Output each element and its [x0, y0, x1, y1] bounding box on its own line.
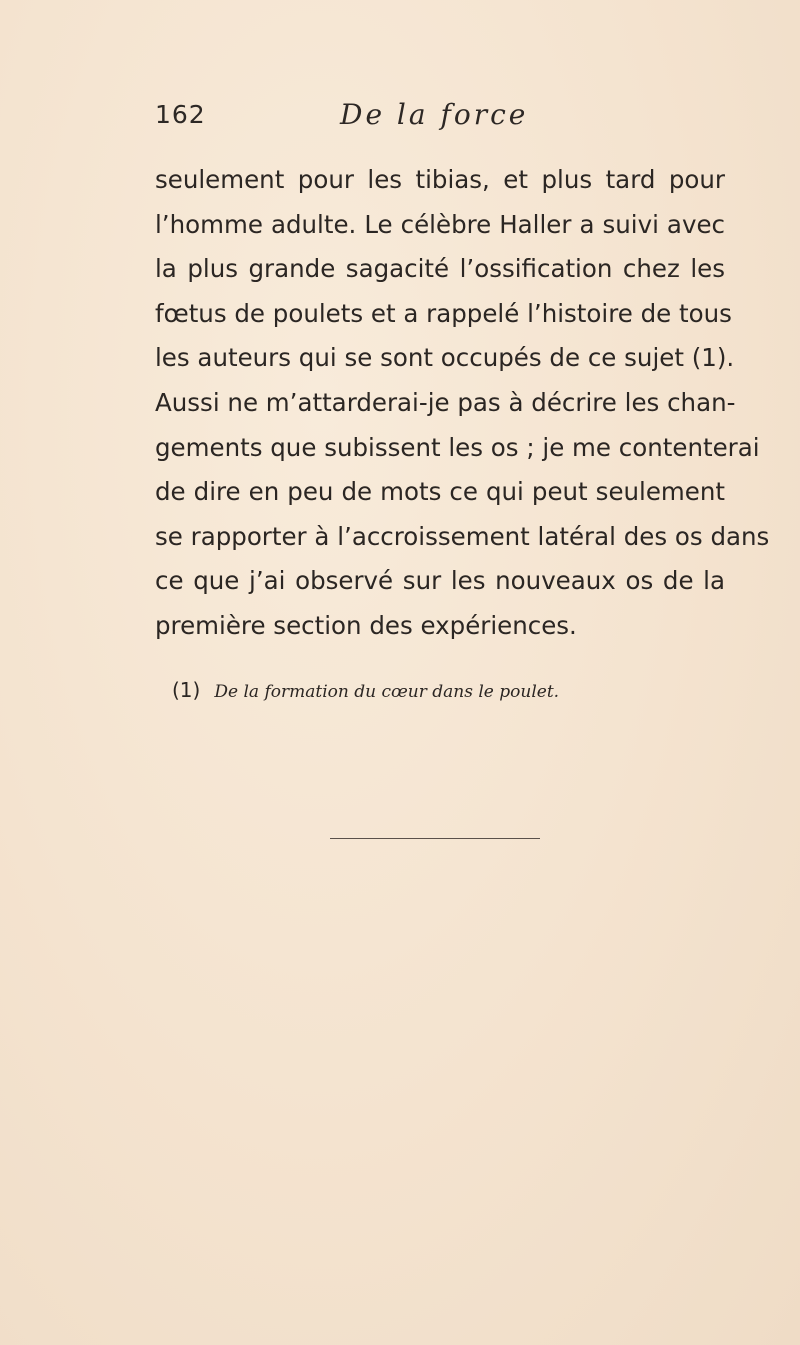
footnote-text: De la formation du cœur dans le poulet. [214, 682, 560, 702]
body-paragraph [155, 158, 770, 649]
footnote [172, 678, 559, 702]
text-line: seulement pour les tibias, et plus tard pour [155, 165, 725, 194]
page-number: 162 [155, 100, 206, 129]
text-line: la plus grande sagacité l’ossification chez les [155, 254, 725, 284]
text-line: ce que j’ai observé sur les nouveaux os de la [155, 566, 725, 596]
text-line: première section des expériences. [155, 610, 577, 640]
text-line: se rapporter à l’accroissement latéral des os dans [155, 521, 770, 551]
running-title: De la force [340, 98, 529, 131]
text-line: les auteurs qui se sont occupés de ce sujet (1). [155, 343, 735, 373]
text-line: fœtus de poulets et a rappelé l’histoire de tous [155, 298, 732, 328]
text-line: l’homme adulte. Le célèbre Haller a suivi avec [155, 209, 725, 239]
section-divider [330, 838, 540, 839]
text-line: de dire en peu de mots ce qui peut seulement [155, 477, 725, 507]
running-head [155, 100, 725, 140]
text-line: gements que subissent les os ; je me contenterai [155, 432, 760, 462]
footnote-marker: (1) [172, 678, 201, 702]
text-line: Aussi ne m’attarderai-je pas à décrire les chan- [155, 387, 736, 417]
